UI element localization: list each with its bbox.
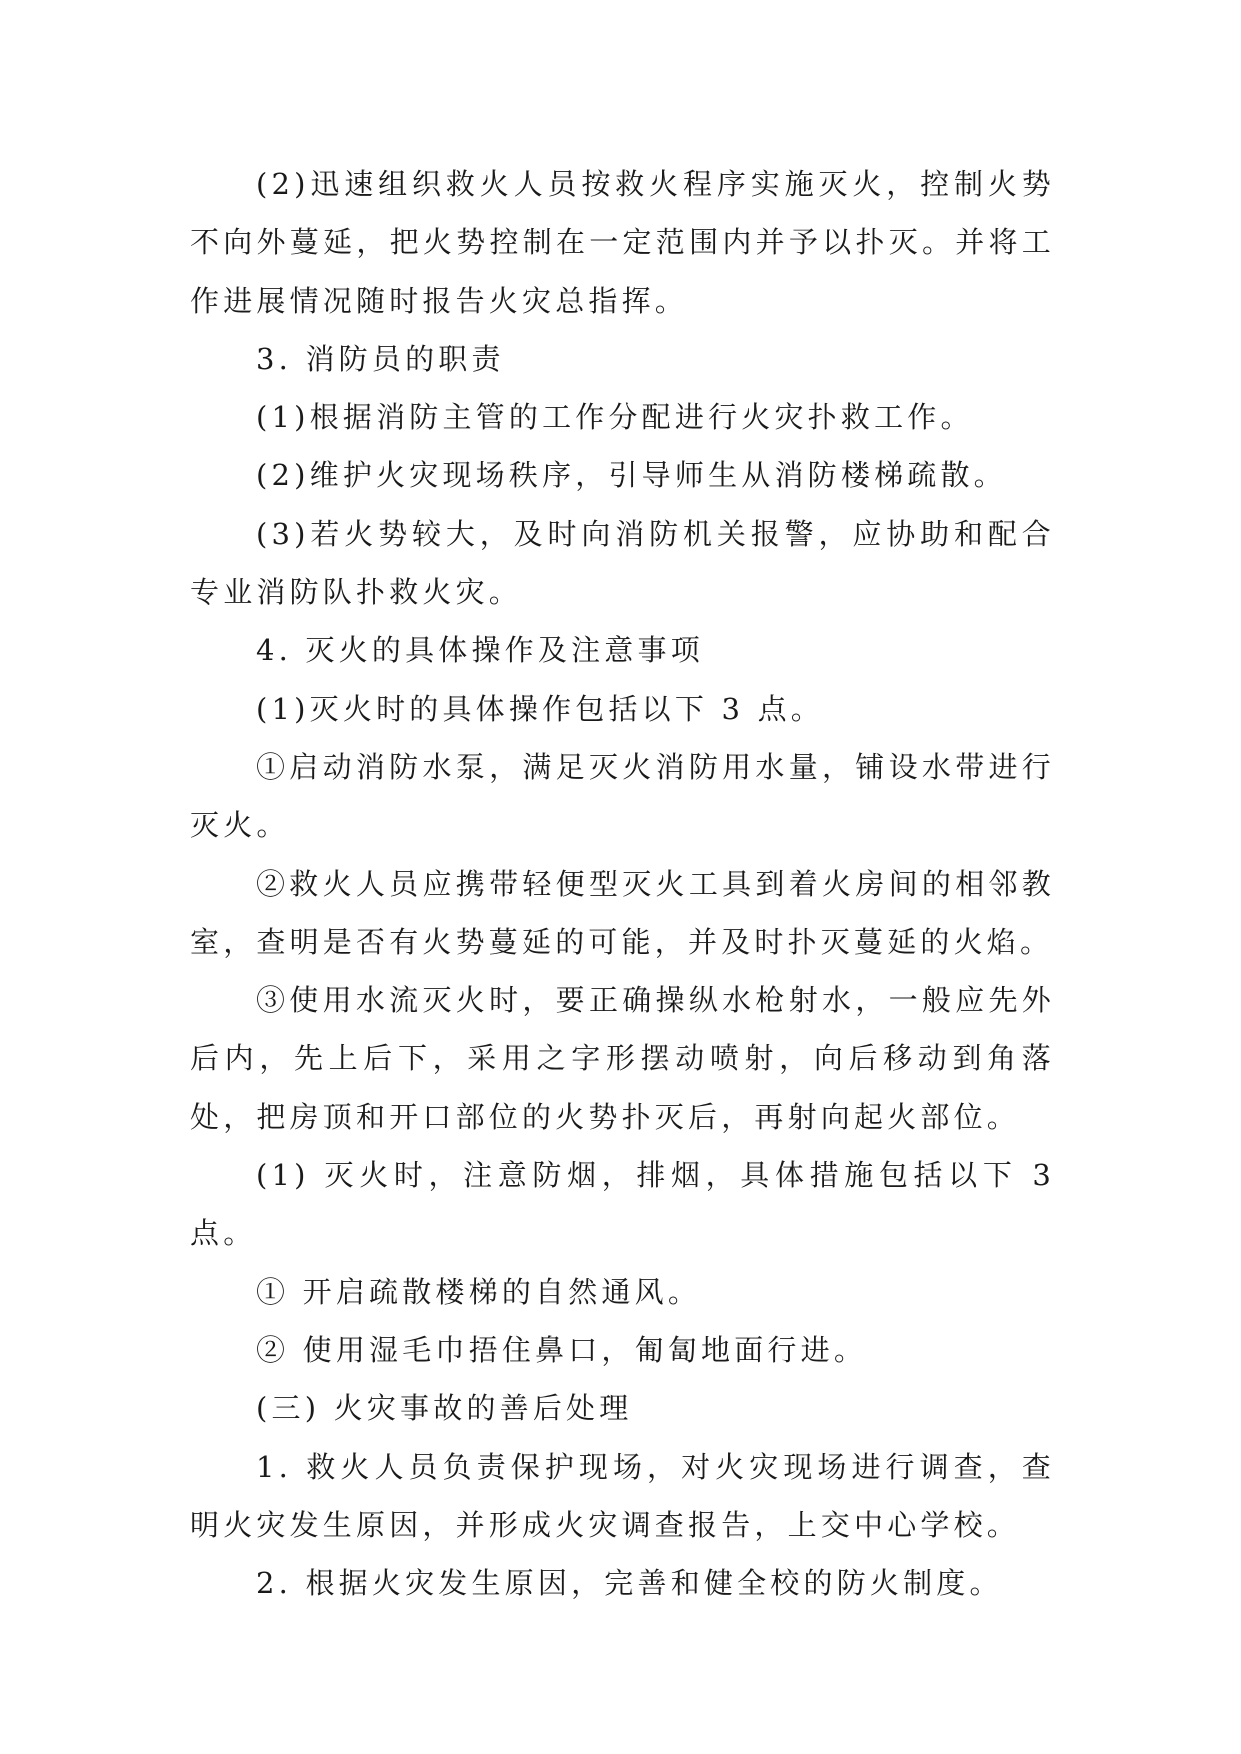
paragraph-operation-3: ③使用水流灭火时，要正确操纵水枪射水，一般应先外后内，先上后下，采用之字形摆动喷射，向后移动到角落处，把房顶和开口部位的火势扑灭后，再射向起火部位。 — [190, 983, 1055, 1134]
paragraph-fire-fighting-organization: (2)迅速组织救火人员按救火程序实施灭火，控制火势不向外蔓延，把火势控制在一定范围内并予以扑灭。并将工作进展情况随时报告火灾总指挥。 — [190, 167, 1055, 318]
paragraph-duty-2: (2)维护火灾现场秩序，引导师生从消防楼梯疏散。 — [256, 458, 1007, 493]
heading-aftermath-handling: (三) 火灾事故的善后处理 — [256, 1391, 633, 1426]
paragraph-duty-1: (1)根据消防主管的工作分配进行火灾扑救工作。 — [256, 400, 974, 435]
heading-firefighter-duties: 3. 消防员的职责 — [256, 341, 505, 376]
paragraph-aftermath-2: 2. 根据火灾发生原因，完善和健全校的防火制度。 — [256, 1566, 1003, 1601]
paragraph-operation-1: ①启动消防水泵，满足灭火消防用水量，铺设水带进行灭火。 — [190, 749, 1055, 843]
heading-extinguishing-operations: 4. 灭火的具体操作及注意事项 — [256, 633, 704, 668]
paragraph-smoke-prevention-intro: (1) 灭火时，注意防烟，排烟，具体措施包括以下 3 点。 — [190, 1158, 1055, 1251]
paragraph-aftermath-1: 1. 救火人员负责保护现场，对火灾现场进行调查，查明火灾发生原因，并形成火灾调查报告，上交中心学校。 — [190, 1449, 1055, 1542]
paragraph-smoke-measure-2: ② 使用湿毛巾捂住鼻口，匍匐地面行进。 — [256, 1332, 868, 1367]
paragraph-operations-intro: (1)灭火时的具体操作包括以下 3 点。 — [256, 691, 824, 726]
paragraph-smoke-measure-1: ① 开启疏散楼梯的自然通风。 — [256, 1274, 702, 1309]
paragraph-operation-2: ②救火人员应携带轻便型灭火工具到着火房间的相邻教室，查明是否有火势蔓延的可能，并及时扑灭蔓延的火焰。 — [190, 866, 1055, 959]
document-body — [190, 155, 1055, 1612]
paragraph-duty-3: (3)若火势较大，及时向消防机关报警，应协助和配合专业消防队扑救火灾。 — [190, 516, 1055, 610]
